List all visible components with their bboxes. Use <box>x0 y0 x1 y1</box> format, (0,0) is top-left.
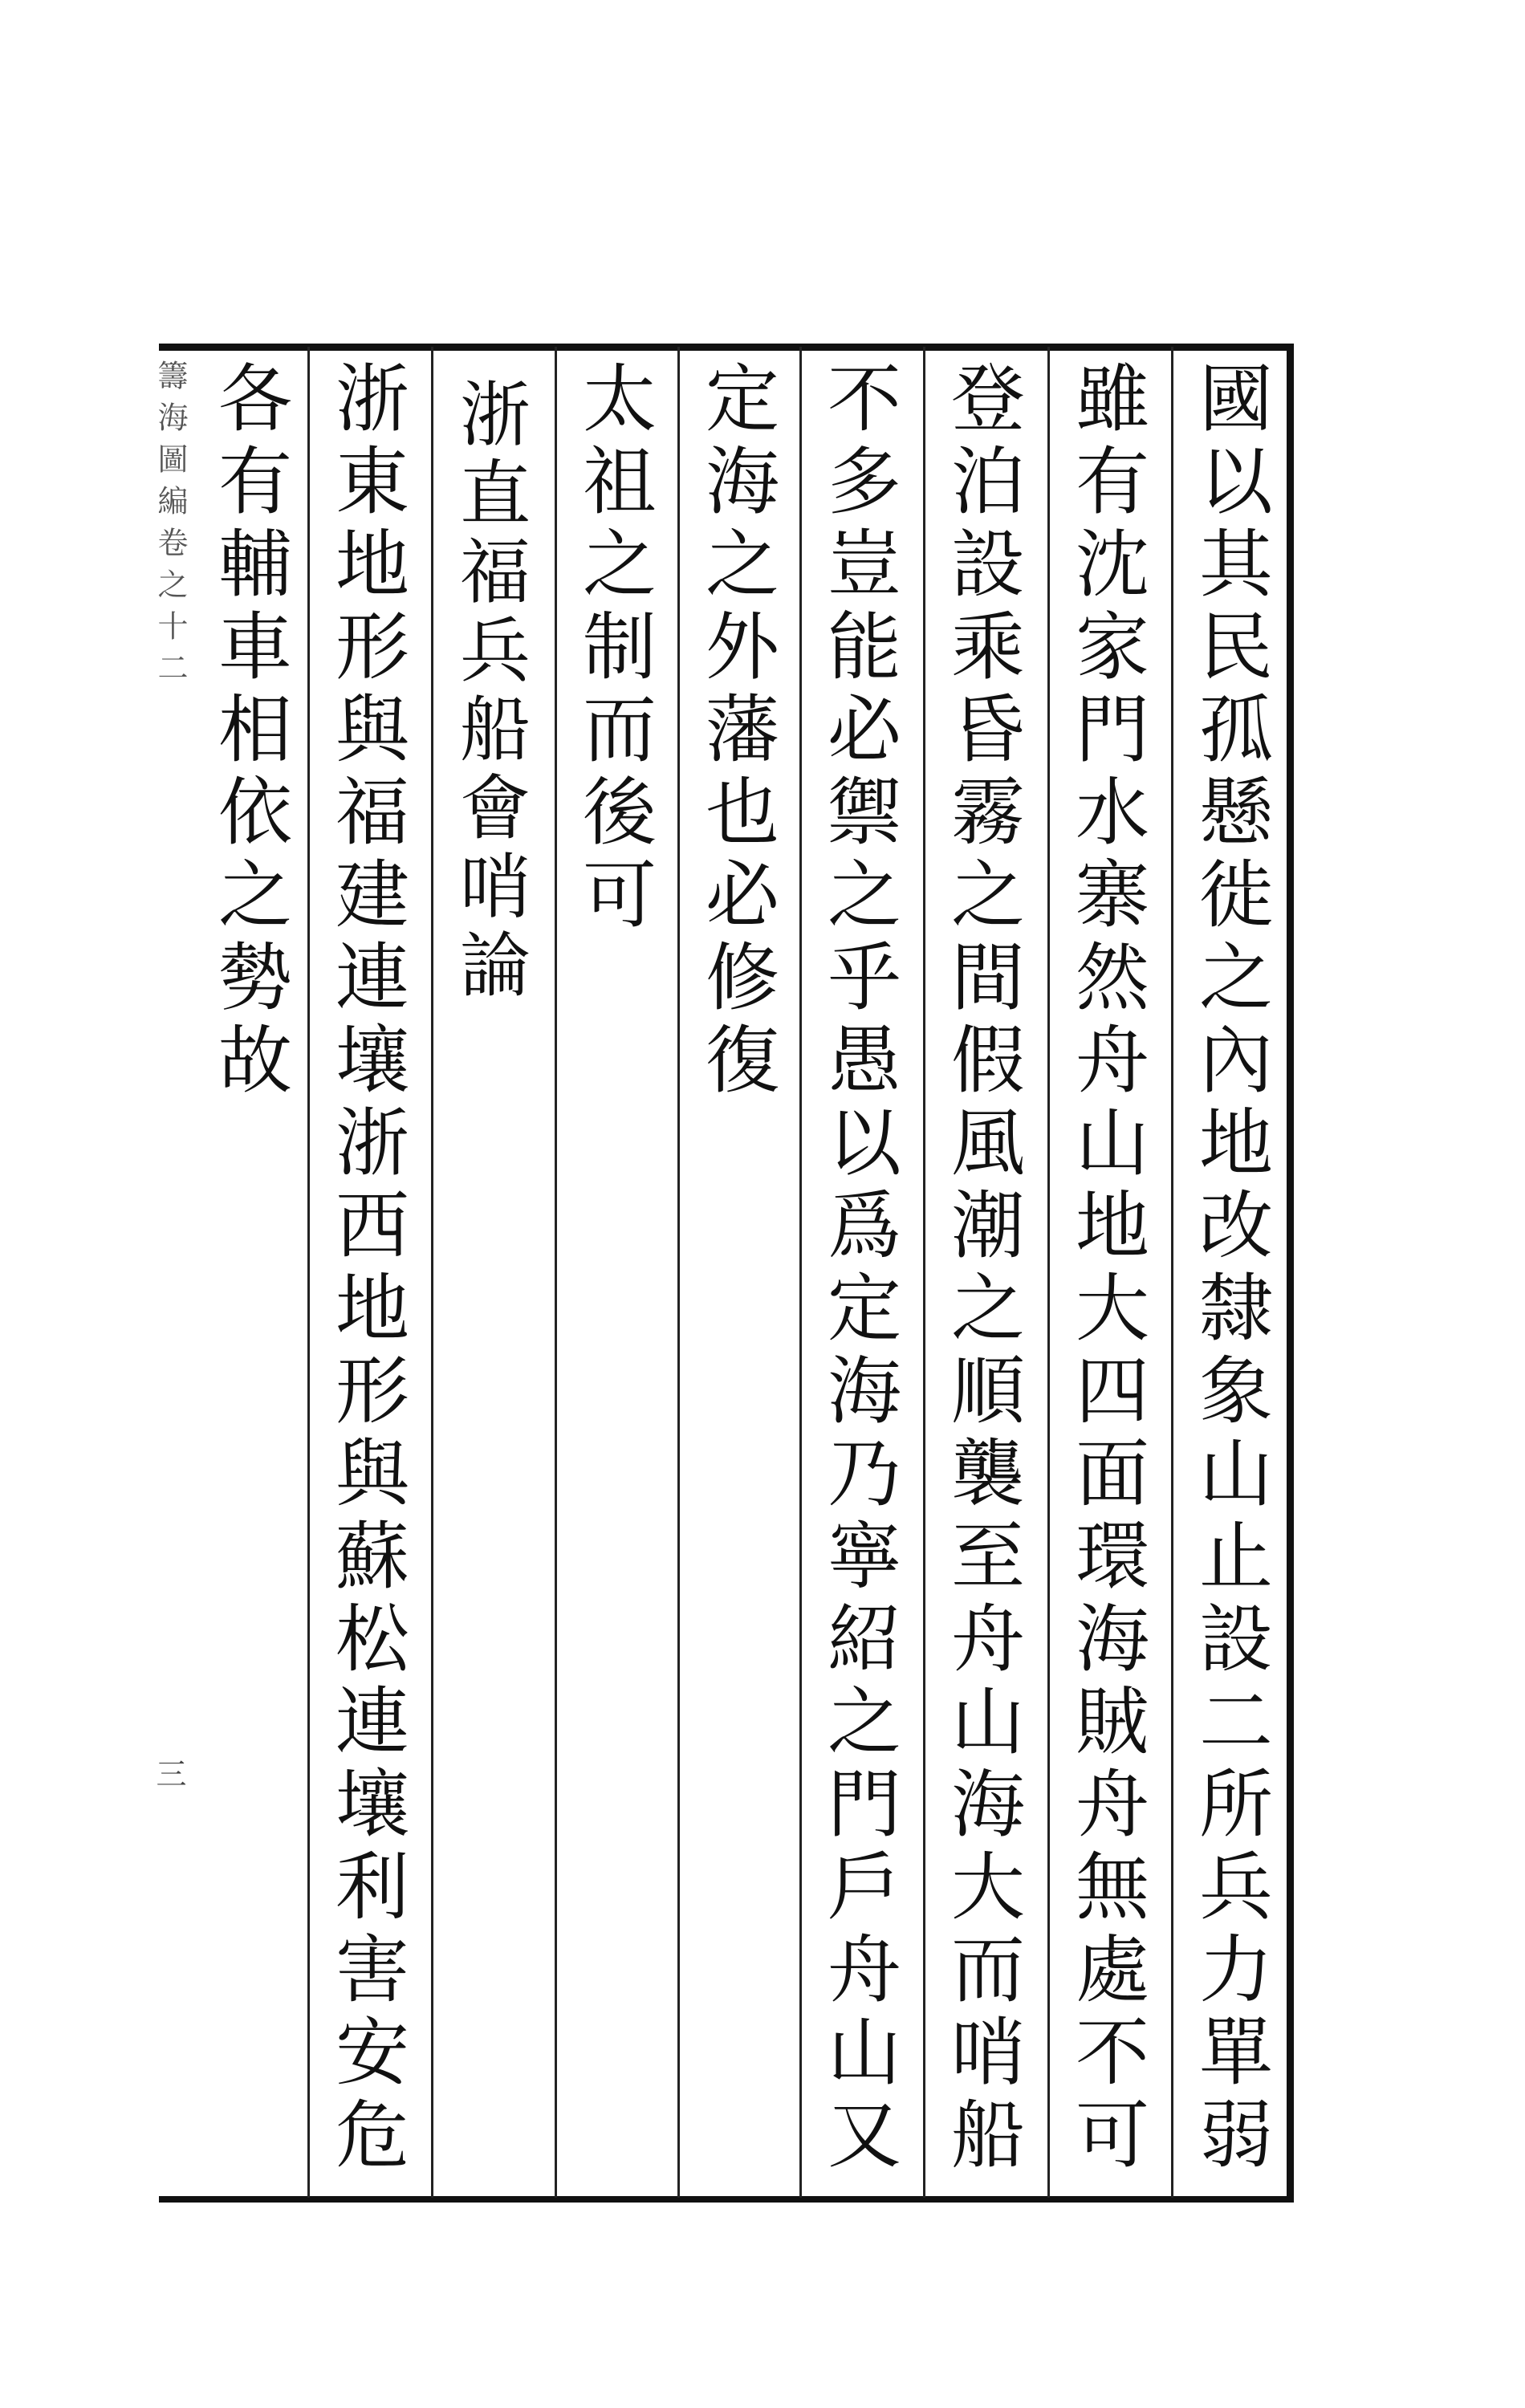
text-column-3: 登泊設乘昏霧之間假風潮之順襲至舟山海大而哨船 <box>939 360 1025 2178</box>
page-frame-right <box>1287 344 1294 2203</box>
column-rule <box>799 347 802 2198</box>
section-heading: 浙直福兵船會哨論 <box>449 377 531 1007</box>
column-rule <box>555 347 557 2198</box>
text-column-4: 不多豈能必禦之乎愚以爲定海乃寧紹之門戶舟山又 <box>815 360 901 2178</box>
text-column-8: 浙東地形與福建連壤浙西地形與蘇松連壤利害安危 <box>323 360 409 2178</box>
column-rule <box>923 347 925 2198</box>
page-frame-bottom <box>159 2196 1292 2203</box>
column-rule <box>1047 347 1050 2198</box>
column-rule <box>1171 347 1173 2198</box>
text-column-6: 太祖之制而後可 <box>571 360 657 938</box>
column-rule <box>307 347 310 2198</box>
column-rule <box>677 347 680 2198</box>
text-column-5: 定海之外藩也必修復 <box>693 360 779 1104</box>
gutter-title: 籌海圖編卷之十二 <box>152 360 188 694</box>
page-number: 三 <box>151 1758 186 1788</box>
page-frame-top <box>159 344 1292 351</box>
text-column-9: 各有輔車相依之勢故 <box>206 360 292 1104</box>
column-rule <box>431 347 433 2198</box>
text-column-2: 雖有沈家門水寨然舟山地大四面環海賊舟無處不可 <box>1063 360 1149 2178</box>
text-column-1: 國以其民孤懸徙之內地改隸象山止設二所兵力單弱 <box>1187 360 1273 2178</box>
